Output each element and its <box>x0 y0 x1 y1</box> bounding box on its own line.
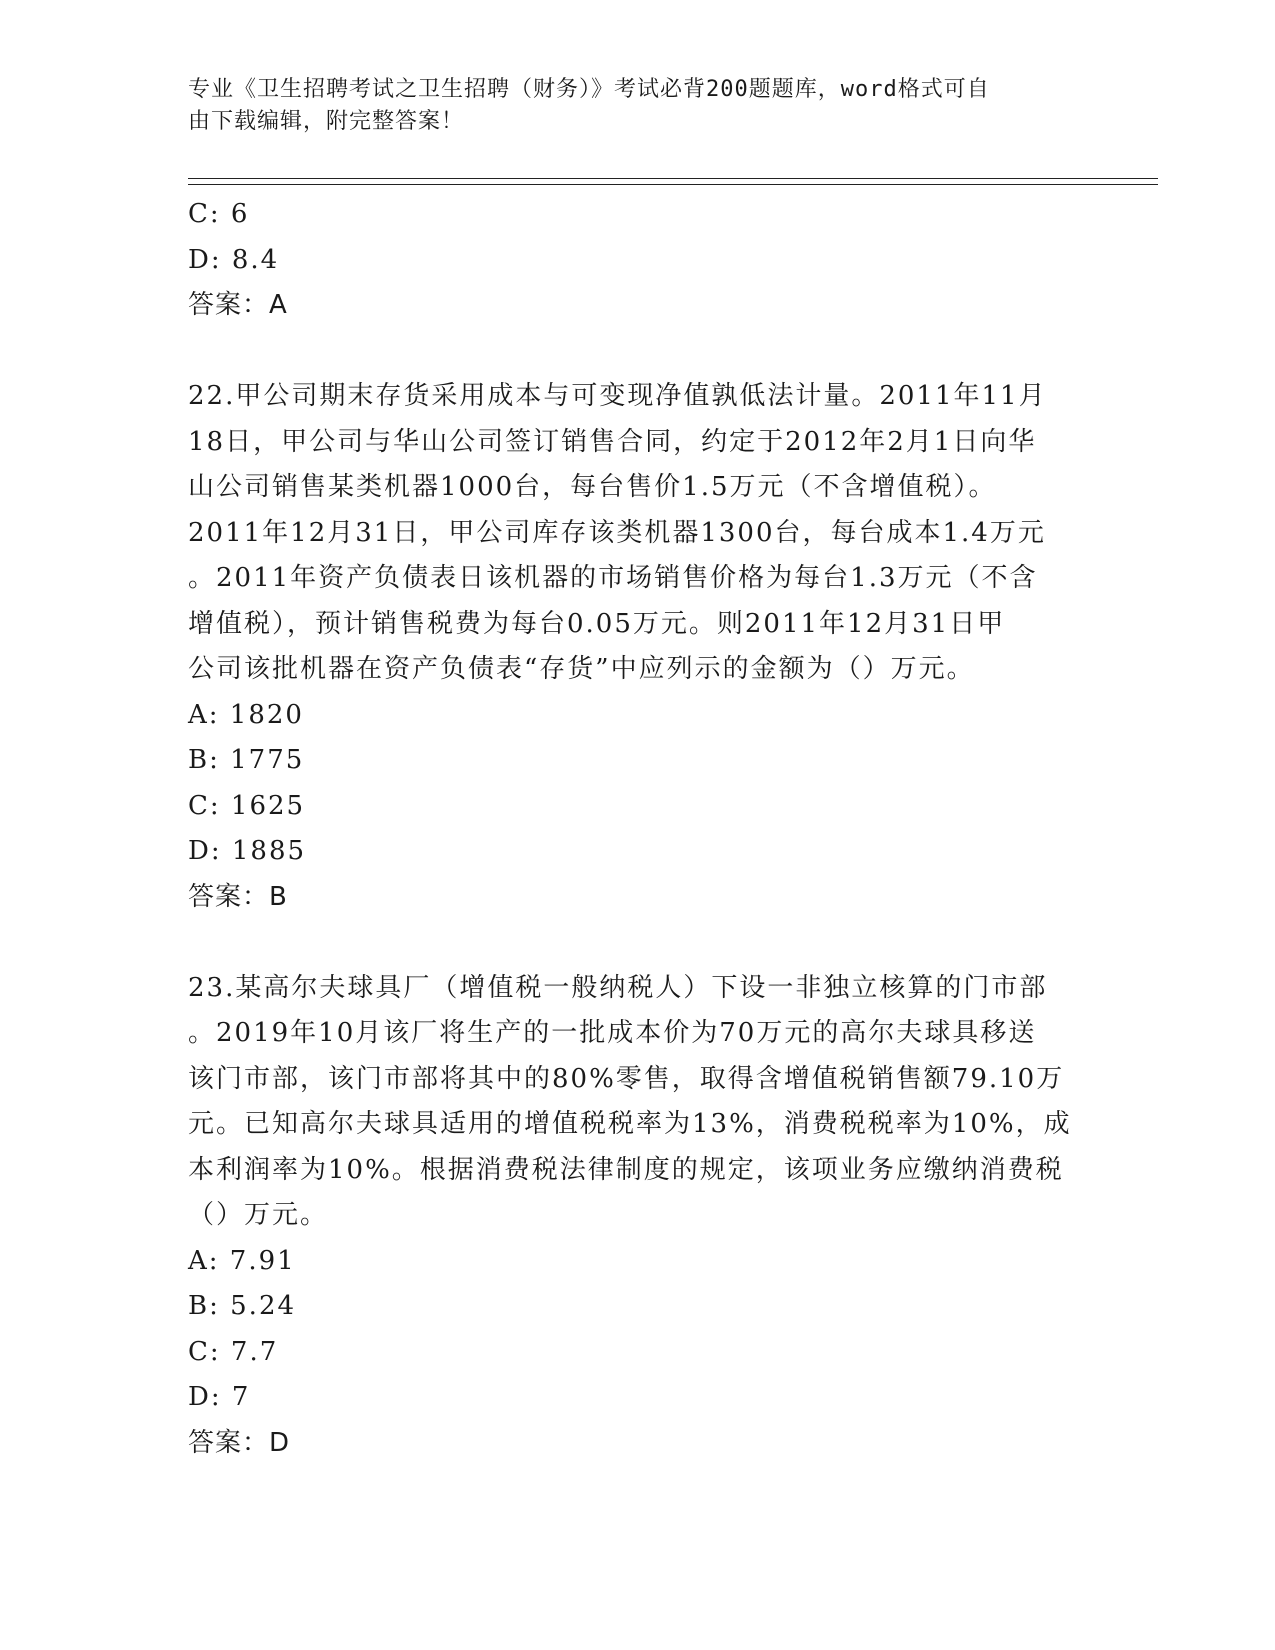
question-22-line: 2011年12月31日，甲公司库存该类机器1300台，每台成本1.4万元 <box>188 517 1046 548</box>
spacer <box>188 329 1088 375</box>
question-23-line: 23.某高尔夫球具厂（增值税一般纳税人）下设一非独立核算的门市部 <box>188 972 1048 1003</box>
question-23-line: 元。已知高尔夫球具适用的增值税税率为13%，消费税税率为10%，成 <box>188 1109 1072 1139</box>
question-23-option-a: A: 7.91 <box>188 1245 296 1276</box>
spacer <box>188 920 1088 966</box>
question-23-line: 本利润率为10%。根据消费税法律制度的规定，该项业务应缴纳消费税 <box>188 1154 1064 1185</box>
question-22-line: 。2011年资产负债表日该机器的市场销售价格为每台1.3万元（不含 <box>188 563 1038 593</box>
question-content <box>188 192 1088 1466</box>
question-22-option-a: A: 1820 <box>188 699 304 730</box>
question-23-line: （）万元。 <box>188 1200 329 1230</box>
question-22-option-b: B: 1775 <box>188 745 305 775</box>
question-23-option-c: C: 7.7 <box>188 1336 279 1367</box>
question-22-option-c: C: 1625 <box>188 790 306 821</box>
question-23-line: 该门市部，该门市部将其中的80%零售，取得含增值税销售额79.10万 <box>188 1063 1065 1094</box>
header-line-1: 专业《卫生招聘考试之卫生招聘（财务）》考试必背200题题库，word格式可自 <box>188 77 990 102</box>
header-divider-top <box>188 178 1158 179</box>
page-header <box>188 74 1088 138</box>
header-divider-bottom <box>188 184 1158 185</box>
question-22-line: 公司该批机器在资产负债表“存货”中应列示的金额为（）万元。 <box>188 654 975 684</box>
question-23-option-d: D: 7 <box>188 1382 251 1412</box>
question-22-answer: 答案：B <box>188 881 288 912</box>
option-d: D: 8.4 <box>188 244 280 275</box>
question-23-line: 。2019年10月该厂将生产的一批成本价为70万元的高尔夫球具移送 <box>188 1018 1037 1048</box>
question-23-text <box>188 966 1088 1239</box>
header-line-2: 由下载编辑，附完整答案！ <box>188 109 465 134</box>
option-c: C: 6 <box>188 199 250 229</box>
question-22-option-d: D: 1885 <box>188 836 307 866</box>
question-22-line: 18日，甲公司与华山公司签订销售合同，约定于2012年2月1日向华 <box>188 426 1037 457</box>
answer-line: 答案：A <box>188 290 288 320</box>
question-22-text <box>188 374 1088 693</box>
question-22-line: 增值税），预计销售税费为每台0.05万元。则2011年12月31日甲 <box>188 608 1006 639</box>
question-23-option-b: B: 5.24 <box>188 1291 297 1321</box>
question-22-line: 山公司销售某类机器1000台，每台售价1.5万元（不含增值税）。 <box>188 472 997 502</box>
question-22-line: 22.甲公司期末存货采用成本与可变现净值孰低法计量。2011年11月 <box>188 381 1047 411</box>
question-23-answer: 答案：D <box>188 1427 291 1458</box>
